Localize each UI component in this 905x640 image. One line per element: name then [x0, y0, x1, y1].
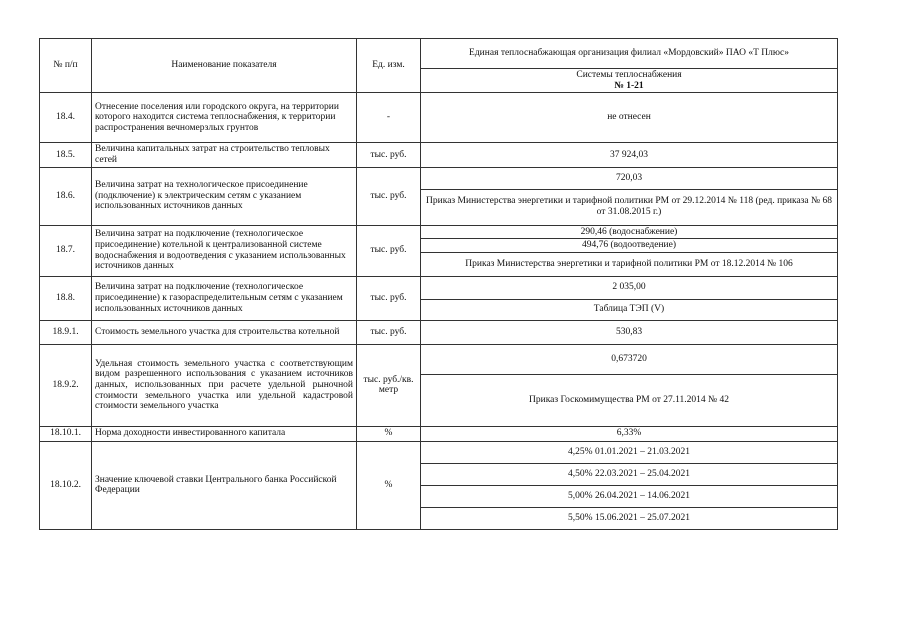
header-col-name: Наименование показателя: [92, 39, 357, 93]
row-num: 18.9.1.: [40, 320, 92, 344]
row-value: 2 035,00: [421, 276, 838, 299]
row-source: Приказ Госкомимущества РМ от 27.11.2014 № 42: [421, 374, 838, 426]
row-unit: %: [357, 426, 421, 441]
row-unit: -: [357, 93, 421, 143]
row-num: 18.5.: [40, 143, 92, 167]
row-name: Величина затрат на технологическое присоединение (подключение) к электрическим сетям с указанием использованных источников данных: [92, 167, 357, 225]
table-row: [40, 344, 838, 374]
row-name: Удельная стоимость земельного участка с соответствующим видом разрешенного использования с указанием источников данных, использованных при расчете удельной рыночной стоимости земельного участка или удельной кадастровой стоимости земельного участка: [92, 344, 357, 426]
row-num: 18.10.1.: [40, 426, 92, 441]
row-num: 18.8.: [40, 276, 92, 320]
indicators-table: [39, 38, 838, 530]
header-org: Единая теплоснабжающая организация филиал «Мордовский» ПАО «Т Плюс»: [421, 39, 838, 69]
table-row: [40, 426, 838, 441]
row-num: 18.10.2.: [40, 441, 92, 529]
key-rate-period: 5,50% 15.06.2021 – 25.07.2021: [421, 507, 838, 529]
row-unit: тыс. руб.: [357, 143, 421, 167]
row-value: не отнесен: [421, 93, 838, 143]
row-unit: тыс. руб.: [357, 276, 421, 320]
row-name: Величина затрат на подключение (технологическое присоединение) котельной к централизованной системе водоснабжения и водоотведения с указанием использованных источников данных: [92, 225, 357, 276]
row-name: Стоимость земельного участка для строительства котельной: [92, 320, 357, 344]
row-unit: тыс. руб.: [357, 320, 421, 344]
header-systems-line2: № 1-21: [614, 80, 644, 91]
header-col-num: № п/п: [40, 39, 92, 93]
row-value: 494,76 (водоотведение): [421, 239, 838, 253]
row-num: 18.7.: [40, 225, 92, 276]
row-value: 530,83: [421, 320, 838, 344]
row-source: Приказ Министерства энергетики и тарифной политики РМ от 29.12.2014 № 118 (ред. приказа № 68 от 31.08.2015 г.): [421, 189, 838, 225]
row-unit: тыс. руб.: [357, 167, 421, 225]
row-value: 290,46 (водоснабжение): [421, 225, 838, 239]
header-systems: [421, 69, 838, 93]
table-row: [40, 167, 838, 189]
row-unit: тыс. руб./кв. метр: [357, 344, 421, 426]
row-name: Отнесение поселения или городского округа, на территории которого находится система теплоснабжения, к территории распространения вечномерзлых грунтов: [92, 93, 357, 143]
row-name: Величина капитальных затрат на строительство тепловых сетей: [92, 143, 357, 167]
row-name: Значение ключевой ставки Центрального банка Российской Федерации: [92, 441, 357, 529]
header-systems-line1: Системы теплоснабжения: [576, 70, 682, 80]
table-row: [40, 320, 838, 344]
row-value: 6,33%: [421, 426, 838, 441]
row-num: 18.4.: [40, 93, 92, 143]
row-name: Норма доходности инвестированного капитала: [92, 426, 357, 441]
row-value: 0,673720: [421, 344, 838, 374]
row-num: 18.9.2.: [40, 344, 92, 426]
row-num: 18.6.: [40, 167, 92, 225]
header-col-unit: Ед. изм.: [357, 39, 421, 93]
row-unit: %: [357, 441, 421, 529]
row-name: Величина затрат на подключение (технологическое присоединение) к газораспределительным сетям с указанием использованных источников данных: [92, 276, 357, 320]
header-row: [40, 39, 838, 69]
row-source: Таблица ТЭП (V): [421, 299, 838, 320]
table-row: [40, 225, 838, 239]
key-rate-period: 4,50% 22.03.2021 – 25.04.2021: [421, 463, 838, 485]
table-row: [40, 143, 838, 167]
key-rate-period: 5,00% 26.04.2021 – 14.06.2021: [421, 485, 838, 507]
table-row: [40, 441, 838, 463]
key-rate-period: 4,25% 01.01.2021 – 21.03.2021: [421, 441, 838, 463]
row-unit: тыс. руб.: [357, 225, 421, 276]
row-value: 720,03: [421, 167, 838, 189]
table-row: [40, 276, 838, 299]
row-value: 37 924,03: [421, 143, 838, 167]
table-row: [40, 93, 838, 143]
row-source: Приказ Министерства энергетики и тарифной политики РМ от 18.12.2014 № 106: [421, 252, 838, 276]
